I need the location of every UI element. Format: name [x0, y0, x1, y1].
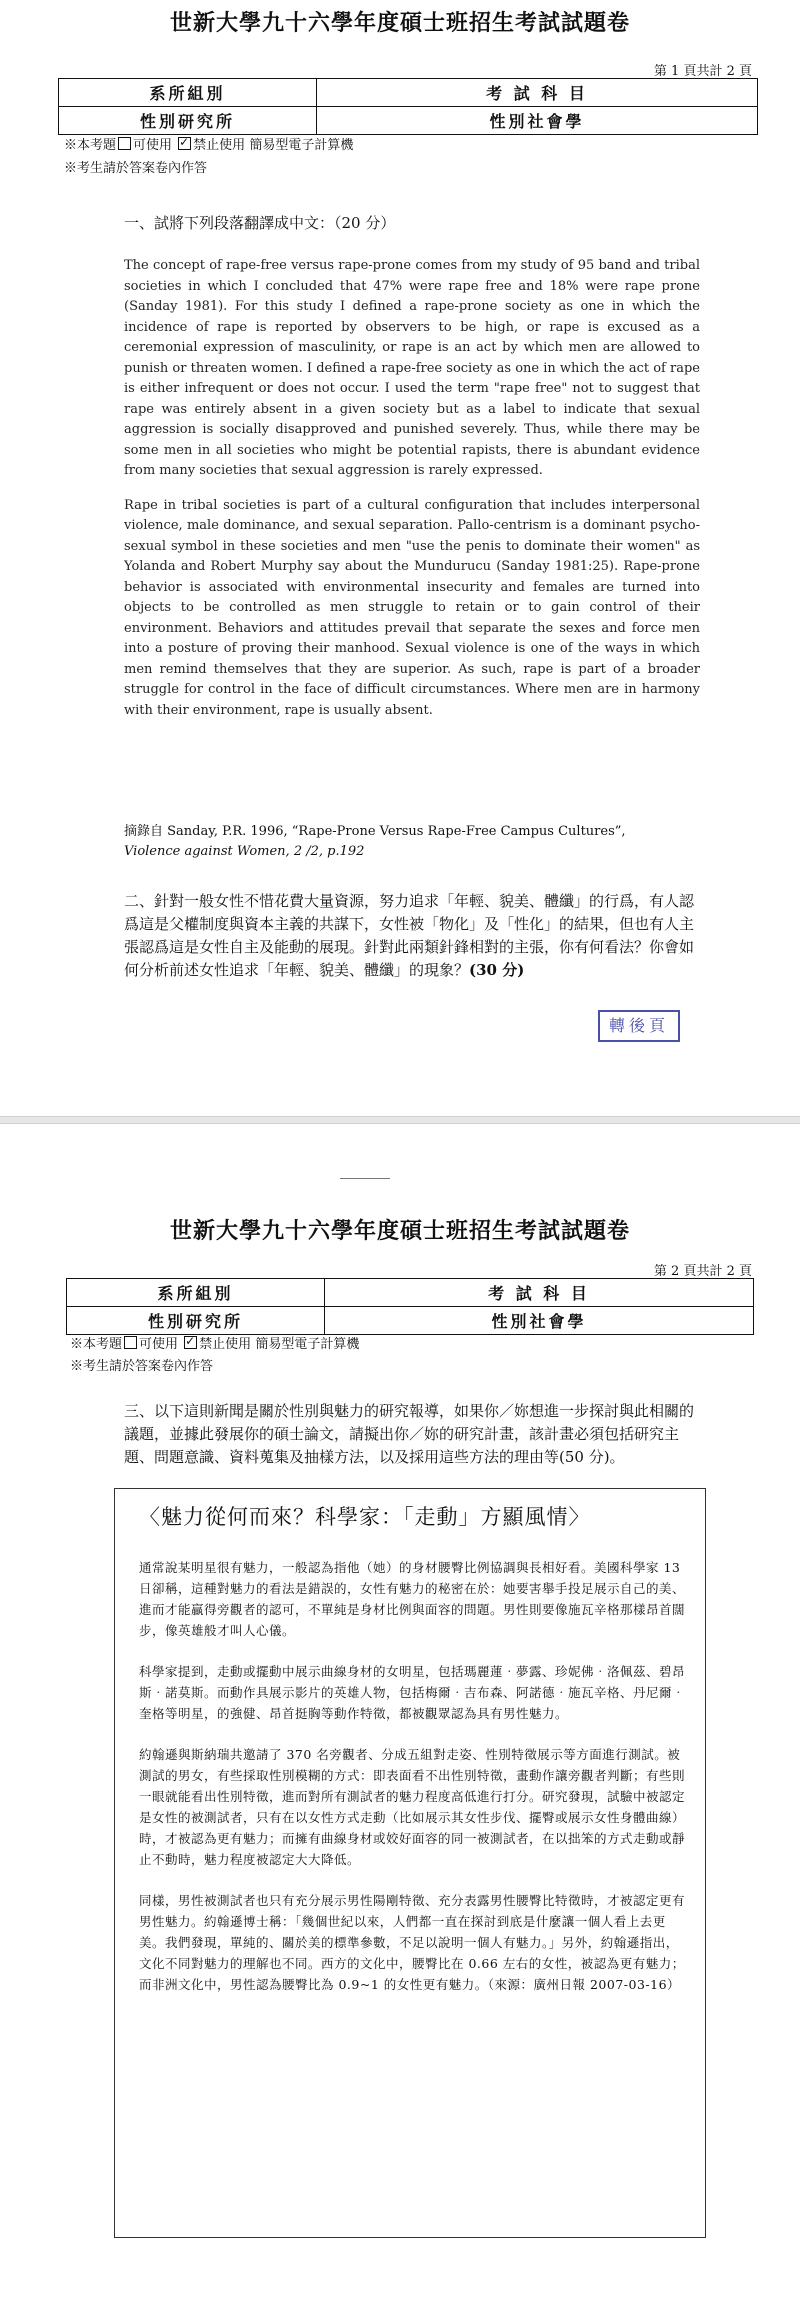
calculator-notice: ※本考題 可使用 ✓ 禁止使用 簡易型電子計算機: [64, 137, 353, 155]
question-1-heading: 一、試將下列段落翻譯成中文：（20 分）: [124, 214, 396, 232]
question-2-text: 二、針對一般女性不惜花費大量資源，努力追求「年輕、貌美、體纖」的行爲，有人認爲這是父權制度與資本主義的共謀下，女性被「物化」及「性化」的結果，但也有人主張認爲這是女性自主及能動的展現。針對此兩類針鋒相對的主張，你有何看法？你會如何分析前述女性追求「年輕、貌美、體纖」的現象？: [124, 892, 695, 979]
article-headline: 〈魅力從何而來？科學家：「走動」方顯風情〉: [139, 1505, 591, 1529]
article-paragraph: 約翰遜與斯納瑞共邀請了 370 名旁觀者、分成五組對走姿、性別特徵展示等方面進行測試。被測試的男女，有些採取性別模糊的方式：即表面看不出性別特徵，畫動作讓旁觀者判斷；有些則一眼就能看出性別特徵，進而對所有測試者的魅力程度高低進行打分。研究發現，試驗中被認定是女性的被測試者，只有在以女性方式走動（比如展示其女性步伐、擺臀或展示女性身體曲線）時，才被認為更有魅力；而擁有曲線身材或姣好面容的同一被測試者，在以拙笨的方式走動或靜止不動時，魅力程度被認定大大降低。: [139, 1747, 686, 1867]
article-paragraph: 科學家提到，走動或擺動中展示曲線身材的女明星，包括瑪麗蓮‧夢露、珍妮佛‧洛佩茲、碧昂斯‧諾莫斯。而動作具展示影片的英雄人物，包括梅爾‧吉布森、阿諾德‧施瓦辛格、丹尼爾‧奎格等明星，的強健、昂首挺胸等動作特徵，都被觀眾認為具有男性魅力。: [139, 1664, 686, 1721]
subject-header: 考 試 科 目: [325, 1279, 754, 1307]
exam-page-1: [0, 0, 800, 1120]
exam-title: 世新大學九十六學年度碩士班招生考試試題卷: [169, 1218, 630, 1244]
checkbox-allowed: [124, 1336, 137, 1349]
exam-info-table: [66, 1278, 754, 1335]
dept-header: 系所組別: [67, 1279, 325, 1307]
scan-mark: [340, 1178, 390, 1179]
question-2: [124, 890, 694, 982]
checkbox-forbidden: [178, 137, 191, 150]
answer-sheet-notice: ※考生請於答案卷內作答: [70, 1359, 214, 1374]
citation: [124, 822, 704, 862]
dept-value: 性別研究所: [67, 1307, 325, 1335]
citation-journal: Violence against Women, 2 /2, p.192: [124, 844, 365, 859]
subject-value: 性別社會學: [317, 107, 758, 135]
article-paragraph: 同樣，男性被測試者也只有充分展示男性陽剛特徵、充分表露男性腰臀比特徵時，才被認定更有男性魅力。約翰遜博士稱：「幾個世紀以來，人們都一直在探討到底是什麼讓一個人看上去更美。我們發現，單純的、關於美的標準參數，不足以說明一個人有魅力。」另外，約翰遜指出，文化不同對魅力的理解也不同。西方的文化中，腰臀比在 0.66 左右的女性，被認為更有魅力；而非洲文化中，男性認為腰臀比為 0.9~1 的女性更有魅力。（來源：廣州日報 2007-03-16）: [139, 1893, 686, 1992]
calculator-notice: ※本考題 可使用 ✓ 禁止使用 簡易型電子計算機: [70, 1336, 359, 1354]
citation-source: 摘錄自 Sanday, P.R. 1996, “Rape-Prone Versus Rape-Free Campus Cultures”,: [124, 824, 626, 839]
checkbox-forbidden: [184, 1336, 197, 1349]
question-1-passage: [124, 256, 700, 735]
passage-paragraph: The concept of rape-free versus rape-prone comes from my study of 95 band and tribal societies in which I concluded that 47% were rape free and 18% were rape prone (Sanday 1981). For this study I defined a rape-prone society as one in which the incidence of rape is reported by observers to be high, or rape is excused as a ceremonial expression of masculinity, or rape is an act by which men are allowed to punish or threaten women. I defined a rape-free society as one in which the act of rape is either infrequent or does not occur. I used the term "rape free" not to suggest that rape was entirely absent in a given society but as a label to indicate that sexual aggression is socially disapproved and punished severely. Thus, while there may be some men in all societies who might be potential rapists, there is abundant evidence from many societies that sexual aggression is rarely expressed.: [124, 258, 700, 478]
question-2-score: (30 分): [469, 961, 525, 979]
article-paragraph: 通常說某明星很有魅力，一般認為指他（她）的身材腰臀比例協調與長相好看。美國科學家 13 日卻稱，這種對魅力的看法是錯誤的，女性有魅力的秘密在於：她要害舉手投足展示自己的美、進而才能贏得旁觀者的認可，不單純是身材比例與面容的問題。男性則要像施瓦辛格那樣昂首闊步，像英雄般才叫人心儀。: [139, 1560, 686, 1638]
continue-stamp: 轉後頁: [598, 1010, 680, 1042]
passage-paragraph: Rape in tribal societies is part of a cultural configuration that includes interpersonal violence, male dominance, and sexual separation. Pallo-centrism is a dominant psycho-sexual symbol in these societies and men "use the penis to dominate their women" as Yolanda and Robert Murphy say about the Mundurucu (Sanday 1981:25). Rape-prone behavior is associated with environmental insecurity and females are turned into objects to be controlled as men struggle to retain or to gain control of their environment. Behaviors and attitudes prevail that separate the sexes and force men into a posture of proving their manhood. Sexual violence is one of the ways in which men remind themselves that they are superior. As such, rape is part of a broader struggle for control in the face of difficult circumstances. Where men are in harmony with their environment, rape is usually absent.: [124, 497, 700, 718]
checkbox-allowed: [118, 137, 131, 150]
question-3: 三、以下這則新聞是關於性別與魅力的研究報導，如果你／妳想進一步探討與此相關的議題，並據此發展你的碩士論文，請擬出你／妳的研究計畫，該計畫必須包括研究主題、問題意識、資料蒐集及抽樣方法，以及採用這些方法的理由等(50 分)。: [124, 1402, 695, 1466]
dept-value: 性別研究所: [59, 107, 317, 135]
page-count: 第 2 頁共計 2 頁: [653, 1264, 752, 1279]
exam-info-table: [58, 78, 758, 135]
page-count: 第 1 頁共計 2 頁: [653, 64, 752, 79]
answer-sheet-notice: ※考生請於答案卷內作答: [64, 161, 208, 176]
exam-title: 世新大學九十六學年度碩士班招生考試試題卷: [169, 10, 630, 36]
dept-header: 系所組別: [59, 79, 317, 107]
news-article-box: [114, 1488, 706, 2238]
subject-header: 考 試 科 目: [317, 79, 758, 107]
subject-value: 性別社會學: [325, 1307, 754, 1335]
